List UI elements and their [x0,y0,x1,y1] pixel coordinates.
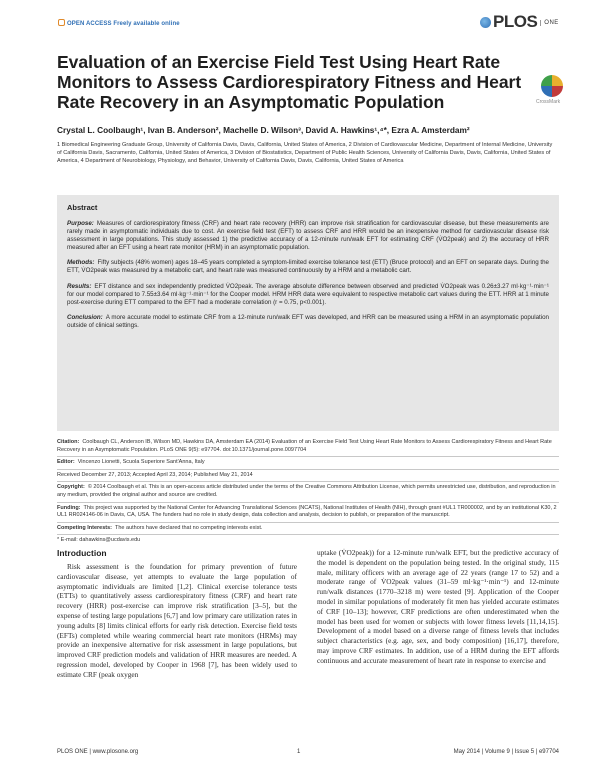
funding: Funding: This project was supported by the National Center for Advancing Translational Sciences (NCATS), National Institutes of Health (NIH), through grant #UL1 TR000002, and by an institutional K30, 2 UL1 RR024146-06 in Davis, CA, USA. The funders had no role in study design, data collection and analysis, decision to publish, or preparation of the manuscript. [57,502,559,520]
abstract-box [57,195,559,431]
plos-logo-icon [480,17,491,28]
plos-one-logo: PLOS ONE [480,12,559,32]
introduction-left-column: Risk assessment is the foundation for primary prevention of future cardiovascular disease, yet attempts to evaluate the large population of asymptomatic individuals are limited [1,2]. Clinical exercise tolerance tests (ETTs) to quantitatively assess cardiorespiratory fitness (CRF) and heart rate recovery (HRR) post-exercise can improve risk stratification [3–5], but the expense of testing large populations [6,7] and low primary care utilization rates in young adults [8] limits clinical efforts for early risk detection. Exercise field tests (EFTs) completed while wearing commercial heart rate monitors (HRMs) may provide an inexpensive alternative for risk assessment in large populations, but improved CRF prediction models and validation of HRR measures are needed. A regression model, developed by Cooper in 1968 [7], has been widely used to estimate CRF (peak oxygen [57,562,297,679]
footer-page-number: 1 [297,749,301,755]
citation: Citation: Coolbaugh CL, Anderson IB, Wilson MD, Hawkins DA, Amsterdam EA (2014) Evaluation of an Exercise Field Test Using Heart Rate Monitors to Assess Cardiorespiratory Fitness and Heart Rate Recovery in an Asymptomatic Population. PLoS ONE 9(5): e97704. doi:10.1371/journal.pone.0097704 [57,439,552,453]
abstract-results: Results: EFT distance and sex independently predicted V̇O2peak. The average absolute difference between observed and predicted V̇O2peak was 0.26±3.27 ml·kg⁻¹·min⁻¹ for our model compared to 7.55±3.64 ml·kg⁻¹·min⁻¹ for the Cooper model. HRM HRR data were equivalent to respective metabolic cart values during the ETT. HRR at 1 minute post-exercise during ETT compared to the EFT had a moderate correlation (r = 0.75, p<0.001). [67,282,549,306]
abstract-purpose: Purpose: Measures of cardiorespiratory fitness (CRF) and heart rate recovery (HRR) can improve risk stratification for cardiovascular disease, but these measurements are rarely made in asymptomatic individuals due to cost. An exercise field test (EFT) to assess CRF and HRR would be an inexpensive method for cardiovascular disease risk assessment in large populations. This study assessed 1) the predictive accuracy of a 12-minute run/walk EFT for estimating CRF (V̇O2peak) and 2) the accuracy of HRR measured after an EFT using a heart rate monitor (HRM) in an asymptomatic population. [67,220,549,252]
footer-journal: PLOS ONE | www.plosone.org [57,749,139,755]
author-list: Crystal L. Coolbaugh¹, Ivan B. Anderson², Machelle D. Wilson³, David A. Hawkins¹,⁴*, Ezra A. Amsterdam² [57,125,470,135]
editor: Editor: Vincenzo Lionetti, Scuola Superiore Sant'Anna, Italy [57,456,559,467]
abstract-conclusion: Conclusion: A more accurate model to estimate CRF from a 12-minute run/walk EFT was developed, and HRR can be measured using a HRM in an asymptomatic population outside of clinical settings. [67,313,549,329]
affiliations: 1 Biomedical Engineering Graduate Group, University of California Davis, Davis, California, United States of America, 2 Division of Cardiovascular Medicine, Department of Internal Medicine, University of California Davis, Sacramento, California, United States of America, 3 Division of Biostatistics, Department of Public Health Sciences, University of California Davis, Davis, California, United States of America, 4 Department of Neurobiology, Physiology, and Behavior, University of California Davis, Davis, California, United States of America [57,142,553,164]
introduction-heading: Introduction [57,548,107,558]
crossmark-icon[interactable] [541,75,563,97]
article-title: Evaluation of an Exercise Field Test Using Heart Rate Monitors to Assess Cardiorespiratory Fitness and Heart Rate Recovery in an Asymptomatic Population [57,52,522,112]
footer-issue: May 2014 | Volume 9 | Issue 5 | e97704 [453,749,559,755]
journal-header [0,0,600,34]
open-access-banner: OPEN ACCESS Freely available online [57,19,180,27]
abstract-methods: Methods: Fifty subjects (48% women) ages 18–45 years completed a symptom-limited exercise tolerance test (ETT) (Bruce protocol) and an EFT on separate days. During the ETT, V̇O2peak was measured by a metabolic cart, and heart rate was measured continuously by a HRM and a metabolic cart. [67,259,549,275]
competing-interests: Competing Interests: The authors have declared that no competing interests exist. [57,522,559,533]
abstract-heading: Abstract [67,203,98,212]
crossmark-label: CrossMark [536,99,561,105]
article-metadata [57,437,559,547]
publication-dates: Received December 27, 2013; Accepted April 23, 2014; Published May 21, 2014 [57,469,559,480]
copyright: Copyright: © 2014 Coolbaugh et al. This is an open-access article distributed under the terms of the Creative Commons Attribution License, which permits unrestricted use, distribution, and reproduction in any medium, provided the original author and source are credited. [57,481,559,499]
corresponding-email[interactable]: * E-mail: dahawkins@ucdavis.edu [57,534,559,545]
introduction-right-column: uptake (V̇O2peak)) for a 12-minute run/walk EFT, but the predictive accuracy of the model is dependent on the population being tested. In the original study, 115 male, military officers with an average age of 22 years (range 17 to 52) and a moderate range of V̇O2peak values (31–59 ml·kg⁻¹·min⁻¹) and 12-minute run/walk distances (1770–3218 m) were tested [9]. Application of the Cooper model in similar populations of moderately fit men has yielded accurate estimates of CRF [10–13]; however, CRF predictions are often underestimated when the model has been used for women or subjects with lower fitness levels [11,14,15]. Development of a model based on a diverse range of fitness levels that includes subject characteristics (e.g. age, sex, and body composition) [16,17], therefore, may improve CRF estimates. In addition, use of a HRM during the EFT affords continuous and accurate measurement of heart rate in response to exercise and [317,548,559,665]
open-access-lock-icon [58,19,65,26]
